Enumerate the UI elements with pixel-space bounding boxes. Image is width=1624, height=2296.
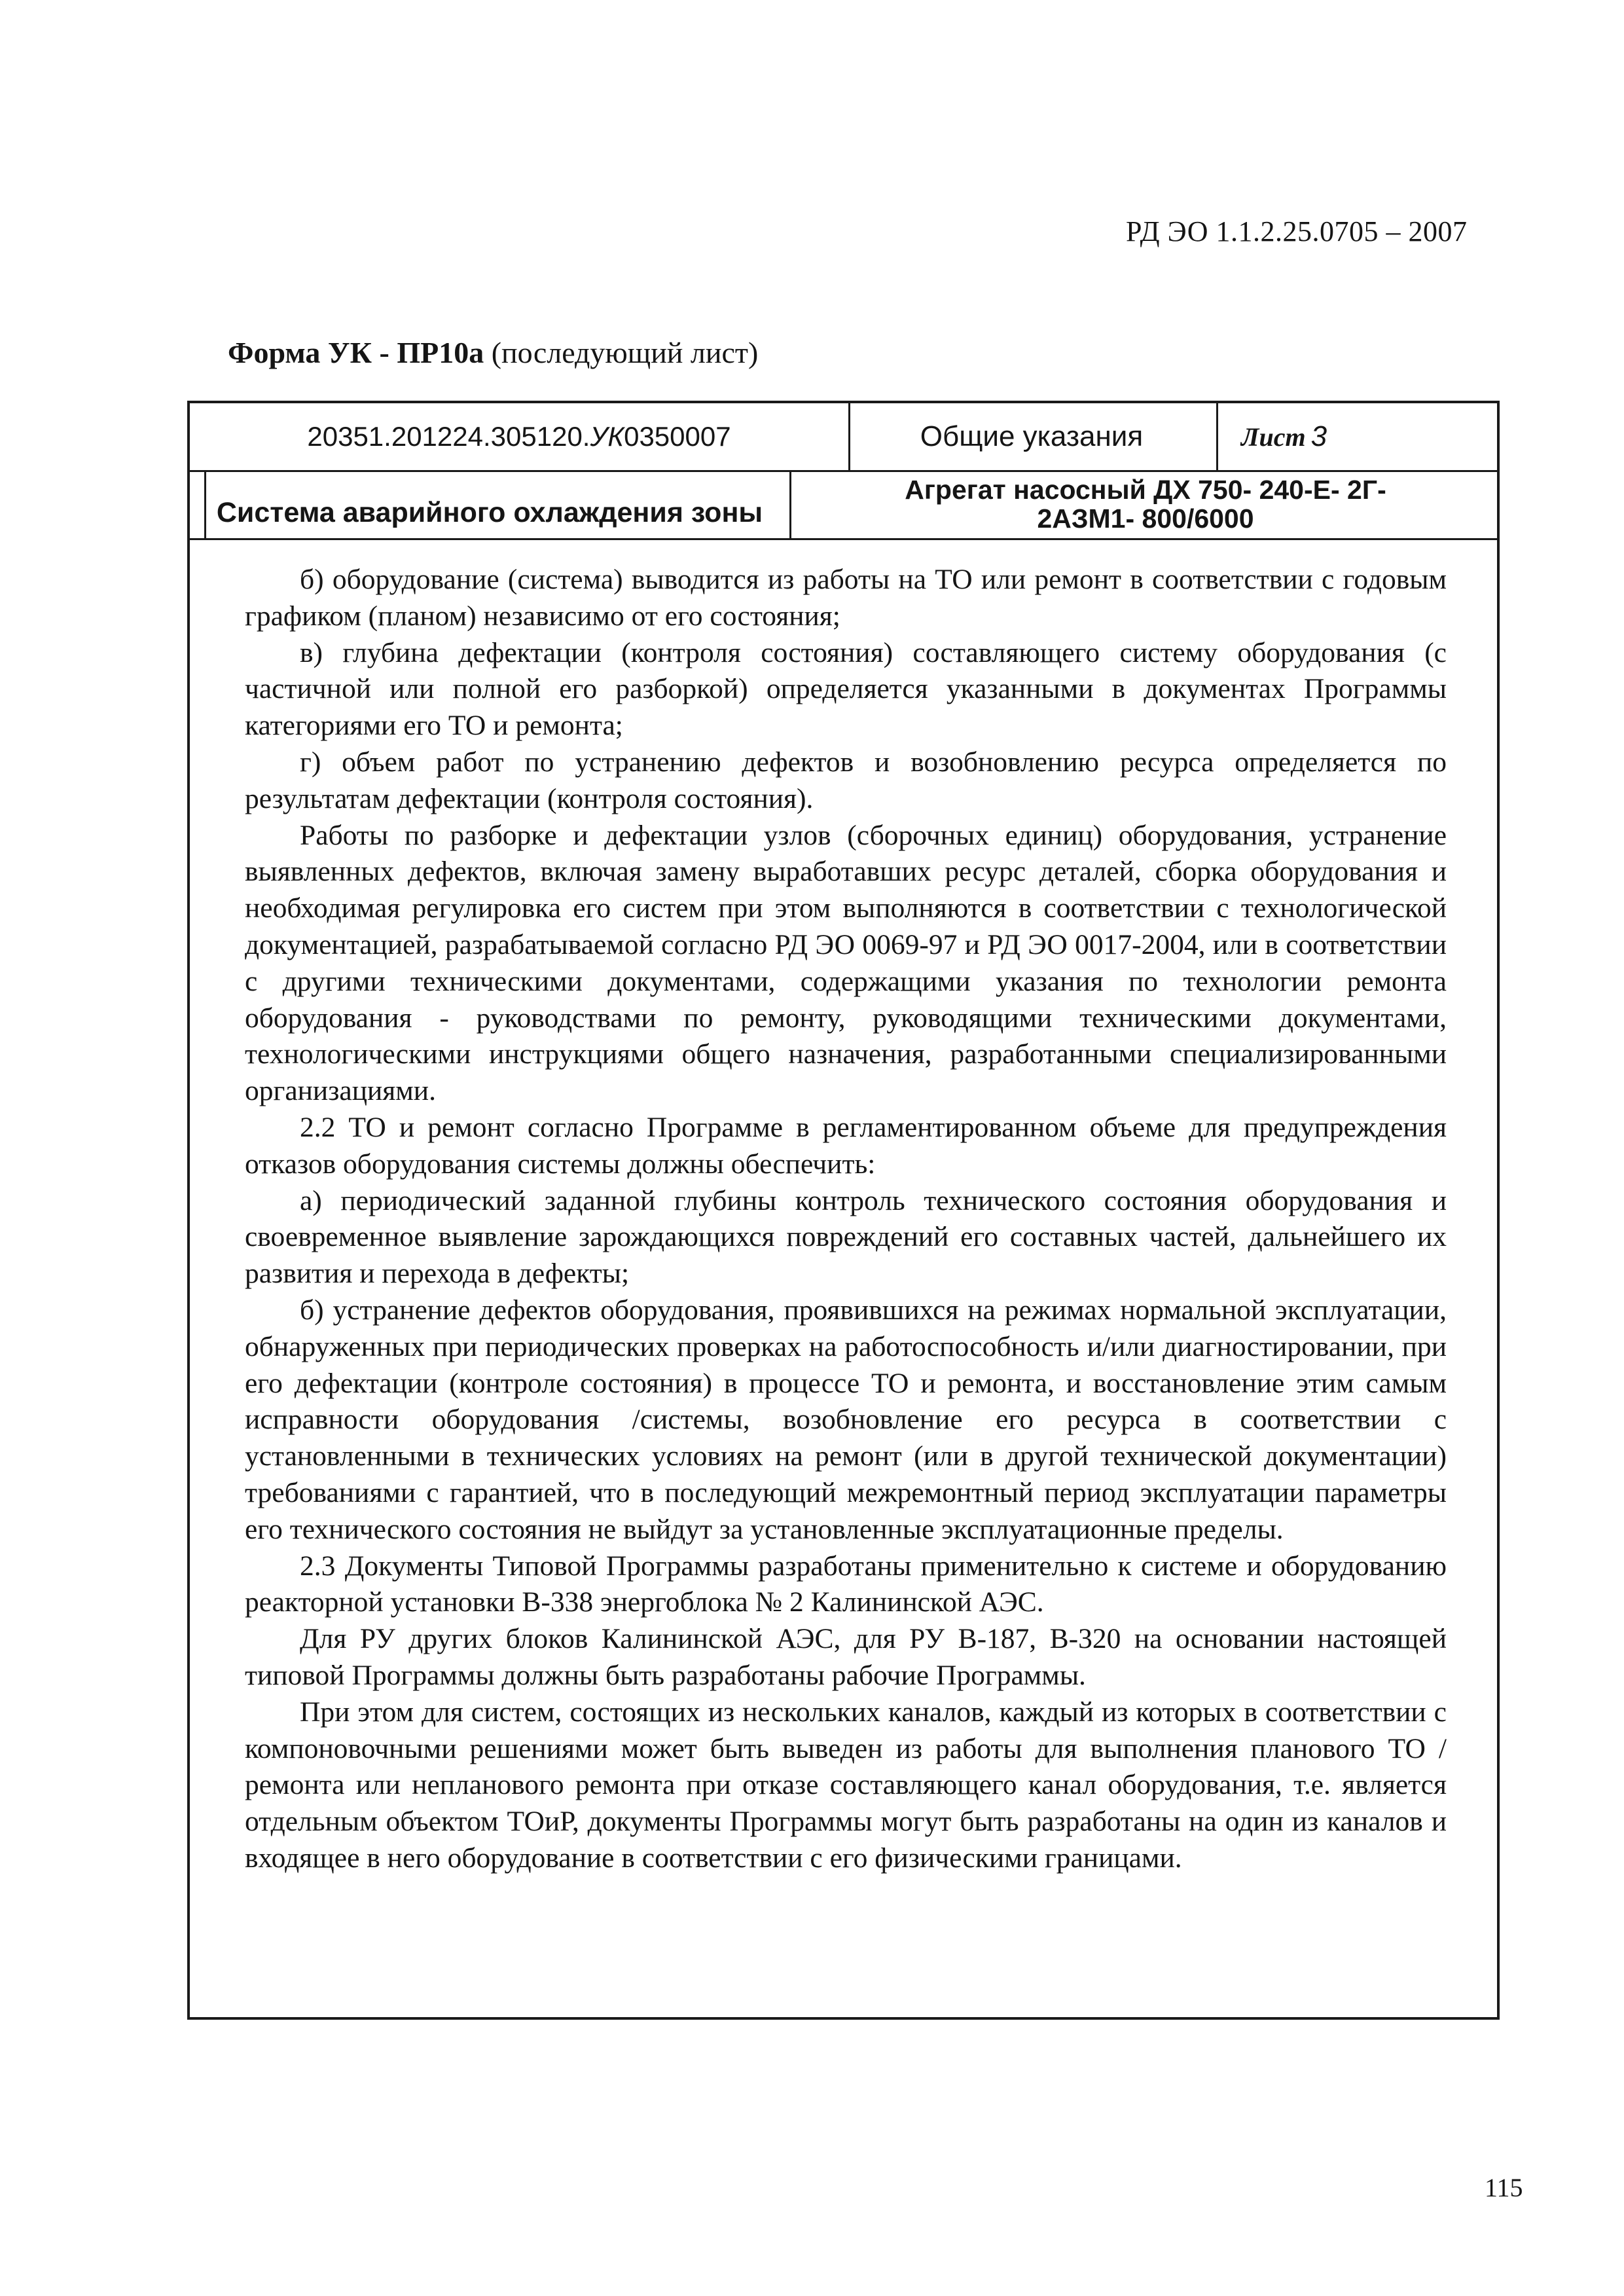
form-title — [228, 335, 758, 370]
paragraph: При этом для систем, состоящих из нескольких каналов, каждый из которых в соответствии с компоновочными решениями может быть выведен из работы для выполнения планового ТО /ремонта или непланового ремонта при отказе составляющего канал оборудования, т.е. является отдельным объектом ТОиР, документы Программы могут быть разработаны на один из каналов и входящее в него оборудование в соответствии с его физическими границами. — [245, 1696, 1447, 1874]
paragraph: 2.2 ТО и ремонт согласно Программе в регламентированном объеме для предупреждения отказов оборудования системы должны обеспечить: — [245, 1111, 1447, 1180]
page-number: 115 — [1485, 2173, 1523, 2202]
body-text — [245, 562, 1447, 1877]
stamp-unit-line1: Агрегат насосный ДХ 750- 240-Е- 2Г- — [905, 475, 1386, 505]
stamp-code-prefix: 20351.201224.305120. — [307, 421, 590, 452]
paragraph: Работы по разборке и дефектации узлов (сборочных единиц) оборудования, устранение выявленных дефектов, включая замену выработавших ресурс деталей, сборка оборудования и необходимая регулировка его систем при этом выполняются в соответствии с технологической документацией, разрабатываемой согласно РД ЭО 0069-97 и РД ЭО 0017-2004, или в соответствии с другими техническими документами, содержащими указания по технологии ремонта оборудования - руководствами по ремонту, руководящими техническими документами, технологическими инструкциями общего назначения, разработанными специализированными организациями. — [245, 819, 1447, 1107]
stamp-document-number — [190, 403, 848, 470]
form-title-bold: Форма УК - ПР10а — [228, 336, 484, 369]
document-code: РД ЭО 1.1.2.25.0705 – 2007 — [1126, 215, 1468, 247]
paragraph: г) объем работ по устранению дефектов и возобновлению ресурса определяется по результатам дефектации (контроля состояния). — [245, 746, 1447, 814]
paragraph: Для РУ других блоков Калининской АЭС, для РУ В-187, В-320 на основании настоящей типовой Программы должны быть разработаны рабочие Программы. — [245, 1623, 1447, 1691]
stamp-code-italic: УК — [590, 421, 624, 452]
paragraph: в) глубина дефектации (контроля состояния) составляющего систему оборудования (с частичной или полной его разборкой) определяется указанными в документах Программы категориями его ТО и ремонта; — [245, 636, 1447, 742]
stamp-sheet — [1218, 403, 1499, 470]
paragraph: б) устранение дефектов оборудования, проявившихся на режимах нормальной эксплуатации, обнаруженных при периодических проверках на работоспособность и/или диагностировании, при его дефектации (контроле состояния) в процессе ТО и ремонта, и восстановление этим самым исправности оборудования /системы, возобновление его ресурса в соответствии с установленными в технических условиях на ремонт (или в другой технической документации) требованиями с гарантией, что в последующий межремонтный период эксплуатации параметры его технического состояния не выйдут за установленные эксплуатационные пределы. — [245, 1294, 1447, 1545]
stamp-unit-name — [792, 471, 1499, 537]
stamp-sheet-number: 3 — [1310, 420, 1327, 452]
stamp-unit-line2: 2АЗМ1- 800/6000 — [1037, 503, 1254, 534]
stamp-section-title: Общие указания — [920, 420, 1144, 452]
stamp-system-name: Система аварийного охлаждения зоны — [216, 496, 763, 528]
form-title-rest: (последующий лист) — [484, 336, 759, 369]
paragraph: 2.3 Документы Типовой Программы разработаны применительно к системе и оборудованию реакторной установки В-338 энергоблока № 2 Калининской АЭС. — [245, 1550, 1447, 1618]
paragraph: а) периодический заданной глубины контроль технического состояния оборудования и своевременное выявление зарождающихся повреждений его составных частей, дальнейшего их развития и перехода в дефекты; — [245, 1184, 1447, 1290]
stamp-code-suffix: 0350007 — [624, 421, 731, 452]
stamp-sheet-label: Лист — [1241, 422, 1306, 452]
stamp-bottom-border — [190, 538, 1497, 540]
stamp-col-divider-3 — [789, 470, 791, 538]
paragraph: б) оборудование (система) выводится из работы на ТО или ремонт в соответствии с годовым графиком (планом) независимо от его состояния; — [245, 564, 1447, 632]
